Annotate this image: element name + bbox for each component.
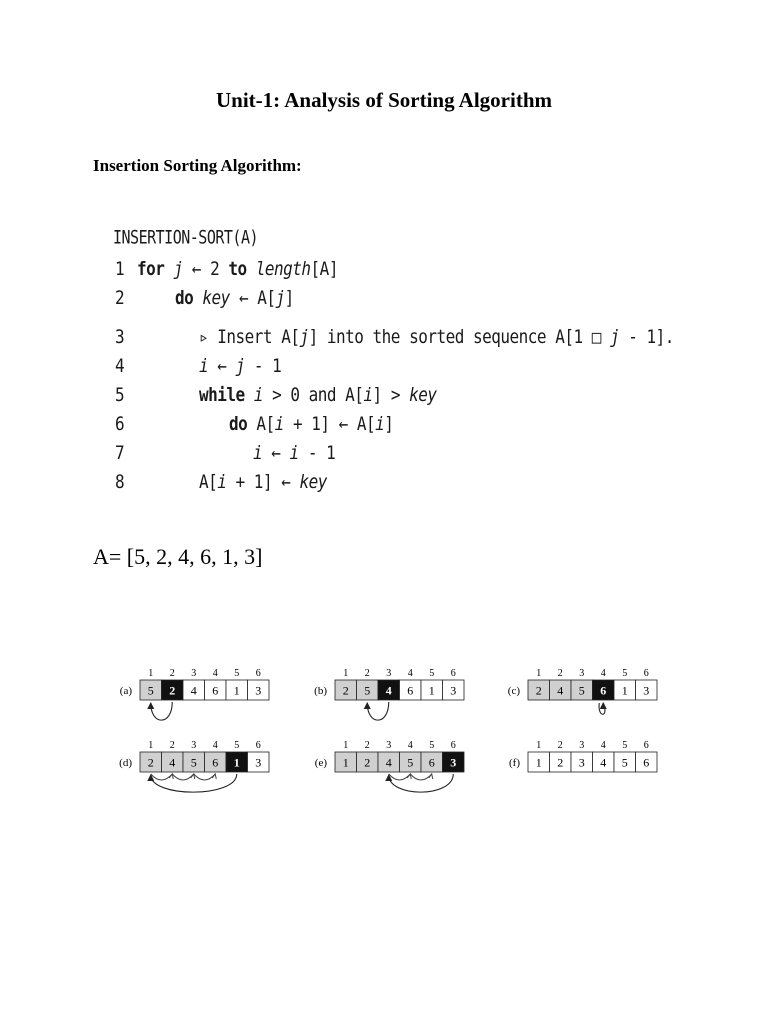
code-token: ← bbox=[208, 354, 236, 377]
index-label: 6 bbox=[643, 740, 649, 751]
code-token: - 1]. bbox=[619, 325, 674, 348]
line-number: 5 bbox=[115, 383, 125, 406]
index-label: 4 bbox=[600, 740, 606, 751]
code-token: j bbox=[173, 257, 183, 280]
line-code bbox=[199, 471, 327, 493]
line-code bbox=[137, 258, 338, 280]
line-code bbox=[253, 442, 335, 464]
shift-arrow bbox=[389, 774, 411, 780]
array-statement: A= [5, 2, 4, 6, 1, 3] bbox=[93, 544, 263, 569]
array-cell-value: 2 bbox=[364, 755, 371, 770]
code-token: do bbox=[229, 412, 257, 435]
index-label: 3 bbox=[191, 668, 197, 679]
array-cell-value: 2 bbox=[169, 683, 176, 698]
pseudocode-block bbox=[113, 226, 674, 496]
step-label: (d) bbox=[119, 757, 132, 769]
array-cell-value: 1 bbox=[233, 683, 240, 698]
index-label: 6 bbox=[255, 740, 261, 751]
index-label: 5 bbox=[622, 740, 628, 751]
index-label: 4 bbox=[212, 740, 218, 751]
array-cell-value: 1 bbox=[342, 755, 349, 770]
code-token: key bbox=[299, 470, 327, 493]
array-cell-value: 1 bbox=[621, 683, 628, 698]
code-token: A[ bbox=[256, 412, 275, 435]
code-token: ▹ Insert A[ bbox=[199, 325, 300, 348]
index-label: 2 bbox=[364, 668, 370, 679]
code-token: - 1 bbox=[244, 354, 282, 377]
key-insert-arrow-head bbox=[364, 702, 371, 709]
array-cell-value: 4 bbox=[385, 755, 392, 770]
index-label: 4 bbox=[407, 740, 413, 751]
code-token: A[ bbox=[199, 470, 218, 493]
index-label: 4 bbox=[600, 668, 606, 679]
array-cell-value: 5 bbox=[621, 755, 628, 770]
code-token: i bbox=[274, 412, 284, 435]
index-label: 3 bbox=[386, 668, 392, 679]
index-label: 5 bbox=[622, 668, 628, 679]
line-code bbox=[199, 355, 281, 377]
index-label: 6 bbox=[255, 668, 261, 679]
code-token: ← 2 bbox=[182, 257, 229, 280]
array-cell-value: 2 bbox=[557, 755, 564, 770]
code-token: length bbox=[255, 257, 311, 280]
array-cell-value: 1 bbox=[233, 755, 240, 770]
index-label: 2 bbox=[557, 668, 563, 679]
array-cell-value: 5 bbox=[407, 755, 414, 770]
index-label: 5 bbox=[429, 668, 435, 679]
array-cell-value: 1 bbox=[535, 755, 542, 770]
code-token: + 1] ← A[ bbox=[283, 412, 376, 435]
code-token: j bbox=[275, 286, 285, 309]
key-insert-arrow bbox=[389, 774, 454, 792]
array-cell-value: 5 bbox=[364, 683, 371, 698]
index-label: 4 bbox=[407, 668, 413, 679]
array-cell-value: 3 bbox=[255, 683, 262, 698]
code-token: - 1 bbox=[298, 441, 336, 464]
code-token: ] bbox=[284, 286, 294, 309]
line-number: 8 bbox=[115, 470, 125, 493]
line-number: 3 bbox=[115, 325, 125, 348]
array-cell-value: 3 bbox=[255, 755, 262, 770]
code-token: [A] bbox=[310, 257, 338, 280]
array-cell-value: 2 bbox=[147, 755, 154, 770]
section-heading: Insertion Sorting Algorithm: bbox=[93, 156, 302, 175]
line-number: 7 bbox=[115, 441, 125, 464]
array-cell-value: 4 bbox=[557, 683, 564, 698]
index-label: 6 bbox=[450, 668, 456, 679]
code-token: key bbox=[202, 286, 230, 309]
index-label: 3 bbox=[386, 740, 392, 751]
array-cell-value: 6 bbox=[407, 683, 414, 698]
line-code bbox=[175, 287, 294, 309]
index-label: 6 bbox=[450, 740, 456, 751]
shift-arrow bbox=[194, 774, 216, 780]
array-cell-value: 6 bbox=[212, 755, 219, 770]
key-insert-arrow-head bbox=[385, 774, 392, 781]
index-label: 2 bbox=[169, 668, 175, 679]
page-title: Unit-1: Analysis of Sorting Algorithm bbox=[215, 88, 553, 112]
shift-arrow-head bbox=[212, 774, 216, 779]
index-label: 1 bbox=[536, 740, 542, 751]
array-cell-value: 6 bbox=[600, 683, 607, 698]
index-label: 5 bbox=[429, 740, 435, 751]
pseudocode-line bbox=[113, 465, 633, 498]
shift-arrow bbox=[172, 774, 194, 780]
code-token: key bbox=[409, 383, 437, 406]
code-token: > 0 and A[ bbox=[262, 383, 364, 406]
array-cell-value: 3 bbox=[450, 683, 457, 698]
code-token: ] into the sorted sequence A[1 □ bbox=[308, 325, 610, 348]
code-token: i bbox=[363, 383, 373, 406]
shift-arrow-head bbox=[429, 774, 433, 779]
index-label: 1 bbox=[148, 740, 154, 751]
shift-arrow bbox=[151, 774, 173, 780]
code-token: i bbox=[253, 441, 263, 464]
step-label: (e) bbox=[314, 757, 327, 769]
index-label: 3 bbox=[191, 740, 197, 751]
code-token: i bbox=[253, 383, 263, 406]
code-token: for bbox=[137, 257, 174, 280]
index-label: 2 bbox=[169, 740, 175, 751]
code-token: i bbox=[289, 441, 299, 464]
array-cell-value: 4 bbox=[600, 755, 607, 770]
code-token: j bbox=[610, 325, 620, 348]
array-cell-value: 4 bbox=[190, 683, 197, 698]
array-cell-value: 5 bbox=[578, 683, 585, 698]
line-number: 6 bbox=[115, 412, 125, 435]
array-cell-value: 5 bbox=[190, 755, 197, 770]
step-label: (c) bbox=[507, 685, 520, 697]
code-token: to bbox=[228, 257, 256, 280]
key-insert-arrow bbox=[151, 774, 237, 792]
array-cell-value: 6 bbox=[428, 755, 435, 770]
array-cell-value: 4 bbox=[385, 683, 392, 698]
index-label: 1 bbox=[148, 668, 154, 679]
index-label: 6 bbox=[643, 668, 649, 679]
array-cell-value: 2 bbox=[342, 683, 349, 698]
index-label: 3 bbox=[579, 740, 585, 751]
pseudocode-header: INSERTION-SORT(A) bbox=[113, 226, 259, 249]
index-label: 3 bbox=[579, 668, 585, 679]
insertion-sort-figure bbox=[100, 660, 670, 810]
pseudocode-line bbox=[113, 281, 633, 314]
code-token: while bbox=[199, 383, 254, 406]
array-cell-value: 4 bbox=[169, 755, 176, 770]
index-label: 2 bbox=[364, 740, 370, 751]
index-label: 4 bbox=[212, 668, 218, 679]
line-number: 4 bbox=[115, 354, 125, 377]
code-token: j bbox=[299, 325, 309, 348]
index-label: 1 bbox=[343, 740, 349, 751]
line-number: 1 bbox=[115, 257, 125, 280]
line-number: 2 bbox=[115, 286, 125, 309]
line-code bbox=[199, 384, 436, 406]
key-stay-arrow-head bbox=[600, 702, 607, 709]
index-label: 1 bbox=[343, 668, 349, 679]
array-cell-value: 3 bbox=[578, 755, 585, 770]
code-token: + 1] ← bbox=[226, 470, 300, 493]
key-insert-arrow-head bbox=[147, 702, 154, 709]
key-insert-arrow bbox=[367, 702, 389, 720]
pseudocode-lines bbox=[113, 254, 674, 496]
index-label: 2 bbox=[557, 740, 563, 751]
step-label: (b) bbox=[314, 685, 327, 697]
index-label: 5 bbox=[234, 740, 240, 751]
shift-arrow bbox=[410, 774, 432, 780]
code-token: ] bbox=[384, 412, 394, 435]
array-cell-value: 6 bbox=[643, 755, 650, 770]
code-token: i bbox=[375, 412, 385, 435]
line-code bbox=[199, 326, 674, 348]
array-cell-value: 6 bbox=[212, 683, 219, 698]
index-label: 5 bbox=[234, 668, 240, 679]
code-token: do bbox=[175, 286, 203, 309]
array-cell-value: 2 bbox=[535, 683, 542, 698]
code-token: i bbox=[217, 470, 227, 493]
insertion-sort-diagrams bbox=[100, 660, 670, 815]
index-label: 1 bbox=[536, 668, 542, 679]
array-cell-value: 1 bbox=[428, 683, 435, 698]
array-cell-value: 5 bbox=[147, 683, 154, 698]
line-code bbox=[229, 413, 393, 435]
code-token: ← bbox=[262, 441, 290, 464]
step-label: (f) bbox=[509, 757, 520, 769]
step-label: (a) bbox=[119, 685, 132, 697]
code-token: ← A[ bbox=[229, 286, 276, 309]
key-insert-arrow bbox=[151, 702, 173, 720]
array-cell-value: 3 bbox=[450, 755, 457, 770]
code-token: ] > bbox=[372, 383, 410, 406]
array-cell-value: 3 bbox=[643, 683, 650, 698]
code-token: j bbox=[235, 354, 245, 377]
code-token: i bbox=[199, 354, 209, 377]
key-insert-arrow-head bbox=[147, 774, 154, 781]
